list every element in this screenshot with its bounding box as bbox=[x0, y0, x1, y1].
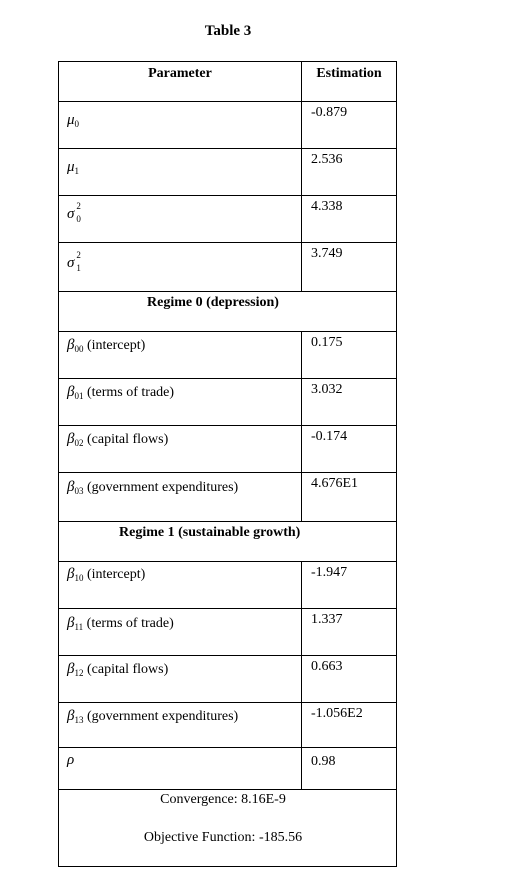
regime-1-section-row bbox=[59, 522, 397, 562]
regime-1-title: Regime 1 (sustainable growth) bbox=[59, 522, 397, 561]
parameter-cell bbox=[59, 102, 302, 148]
table-row bbox=[59, 473, 397, 522]
regime-0-title: Regime 0 (depression) bbox=[59, 292, 397, 331]
table-row bbox=[59, 102, 397, 149]
parameter-symbol: σ bbox=[67, 255, 75, 271]
parameter-subscript: 12 bbox=[74, 668, 84, 678]
table-row bbox=[59, 149, 397, 196]
parameter-header: Parameter bbox=[59, 62, 302, 101]
parameter-subscript: 1 bbox=[76, 263, 81, 273]
estimation-value: 2.536 bbox=[302, 149, 397, 195]
parameter-superscript: 2 bbox=[76, 201, 81, 211]
table-header-row bbox=[59, 62, 397, 102]
parameter-subscript: 03 bbox=[74, 486, 84, 496]
parameter-cell bbox=[59, 149, 302, 195]
estimation-value: -0.879 bbox=[302, 102, 397, 148]
table-row bbox=[59, 332, 397, 379]
parameter-subscript: 11 bbox=[74, 622, 84, 632]
parameter-subscript: 02 bbox=[74, 438, 84, 448]
parameter-label: (government expenditures) bbox=[86, 709, 239, 724]
parameter-label: (capital flows) bbox=[86, 432, 169, 447]
parameter-subscript: 01 bbox=[74, 391, 84, 401]
parameter-subscript: 0 bbox=[76, 214, 81, 224]
parameter-label: (intercept) bbox=[86, 338, 146, 353]
parameter-cell bbox=[59, 426, 302, 472]
results-table bbox=[58, 61, 397, 867]
parameter-symbol: β bbox=[67, 708, 75, 724]
parameter-cell bbox=[59, 243, 302, 291]
parameter-cell bbox=[59, 196, 302, 242]
parameter-symbol: ρ bbox=[67, 752, 75, 768]
table-row bbox=[59, 379, 397, 426]
parameter-cell bbox=[59, 656, 302, 702]
parameter-subscript: 00 bbox=[74, 344, 84, 354]
table-row bbox=[59, 609, 397, 656]
parameter-symbol: μ bbox=[67, 159, 75, 175]
table-footer-row bbox=[59, 790, 397, 867]
parameter-cell bbox=[59, 609, 302, 655]
table-row bbox=[59, 562, 397, 609]
parameter-cell bbox=[59, 473, 302, 521]
parameter-label: (terms of trade) bbox=[86, 385, 175, 400]
parameter-subscript: 1 bbox=[74, 166, 80, 176]
parameter-symbol: μ bbox=[67, 112, 75, 128]
estimation-value: -0.174 bbox=[302, 426, 397, 472]
parameter-symbol: β bbox=[67, 661, 75, 677]
estimation-value: 0.663 bbox=[302, 656, 397, 702]
table-footer bbox=[59, 790, 397, 866]
parameter-symbol: β bbox=[67, 384, 75, 400]
parameter-label: (government expenditures) bbox=[86, 480, 239, 495]
estimation-value: 0.175 bbox=[302, 332, 397, 378]
parameter-cell bbox=[59, 748, 302, 789]
regime-0-section-row bbox=[59, 292, 397, 332]
convergence-text: Convergence: 8.16E-9 bbox=[160, 792, 286, 807]
parameter-cell bbox=[59, 379, 302, 425]
estimation-value: -1.947 bbox=[302, 562, 397, 608]
estimation-value: 3.032 bbox=[302, 379, 397, 425]
table-row bbox=[59, 656, 397, 703]
parameter-symbol: β bbox=[67, 479, 75, 495]
parameter-symbol: β bbox=[67, 337, 75, 353]
estimation-value: -1.056E2 bbox=[302, 703, 397, 747]
parameter-symbol: β bbox=[67, 615, 75, 631]
parameter-label: (capital flows) bbox=[86, 662, 169, 677]
table-row bbox=[59, 748, 397, 790]
parameter-cell bbox=[59, 332, 302, 378]
parameter-symbol: σ bbox=[67, 206, 75, 222]
parameter-label: (terms of trade) bbox=[86, 616, 174, 631]
parameter-subscript: 0 bbox=[74, 119, 80, 129]
table-title: Table 3 bbox=[204, 23, 252, 39]
estimation-value: 4.676E1 bbox=[302, 473, 397, 521]
table-row bbox=[59, 243, 397, 292]
table-row bbox=[59, 703, 397, 748]
parameter-symbol: β bbox=[67, 431, 75, 447]
parameter-subscript: 10 bbox=[74, 573, 84, 583]
parameter-symbol: β bbox=[67, 566, 75, 582]
estimation-value: 4.338 bbox=[302, 196, 397, 242]
estimation-header: Estimation bbox=[302, 62, 397, 101]
estimation-value: 1.337 bbox=[302, 609, 397, 655]
parameter-cell bbox=[59, 562, 302, 608]
parameter-label: (intercept) bbox=[86, 567, 146, 582]
estimation-value: 3.749 bbox=[302, 243, 397, 291]
table-row bbox=[59, 426, 397, 473]
parameter-superscript: 2 bbox=[76, 250, 81, 260]
estimation-value: 0.98 bbox=[302, 748, 397, 789]
parameter-subscript: 13 bbox=[74, 715, 84, 725]
parameter-cell bbox=[59, 703, 302, 747]
table-row bbox=[59, 196, 397, 243]
objective-function-text: Objective Function: -185.56 bbox=[143, 830, 303, 845]
